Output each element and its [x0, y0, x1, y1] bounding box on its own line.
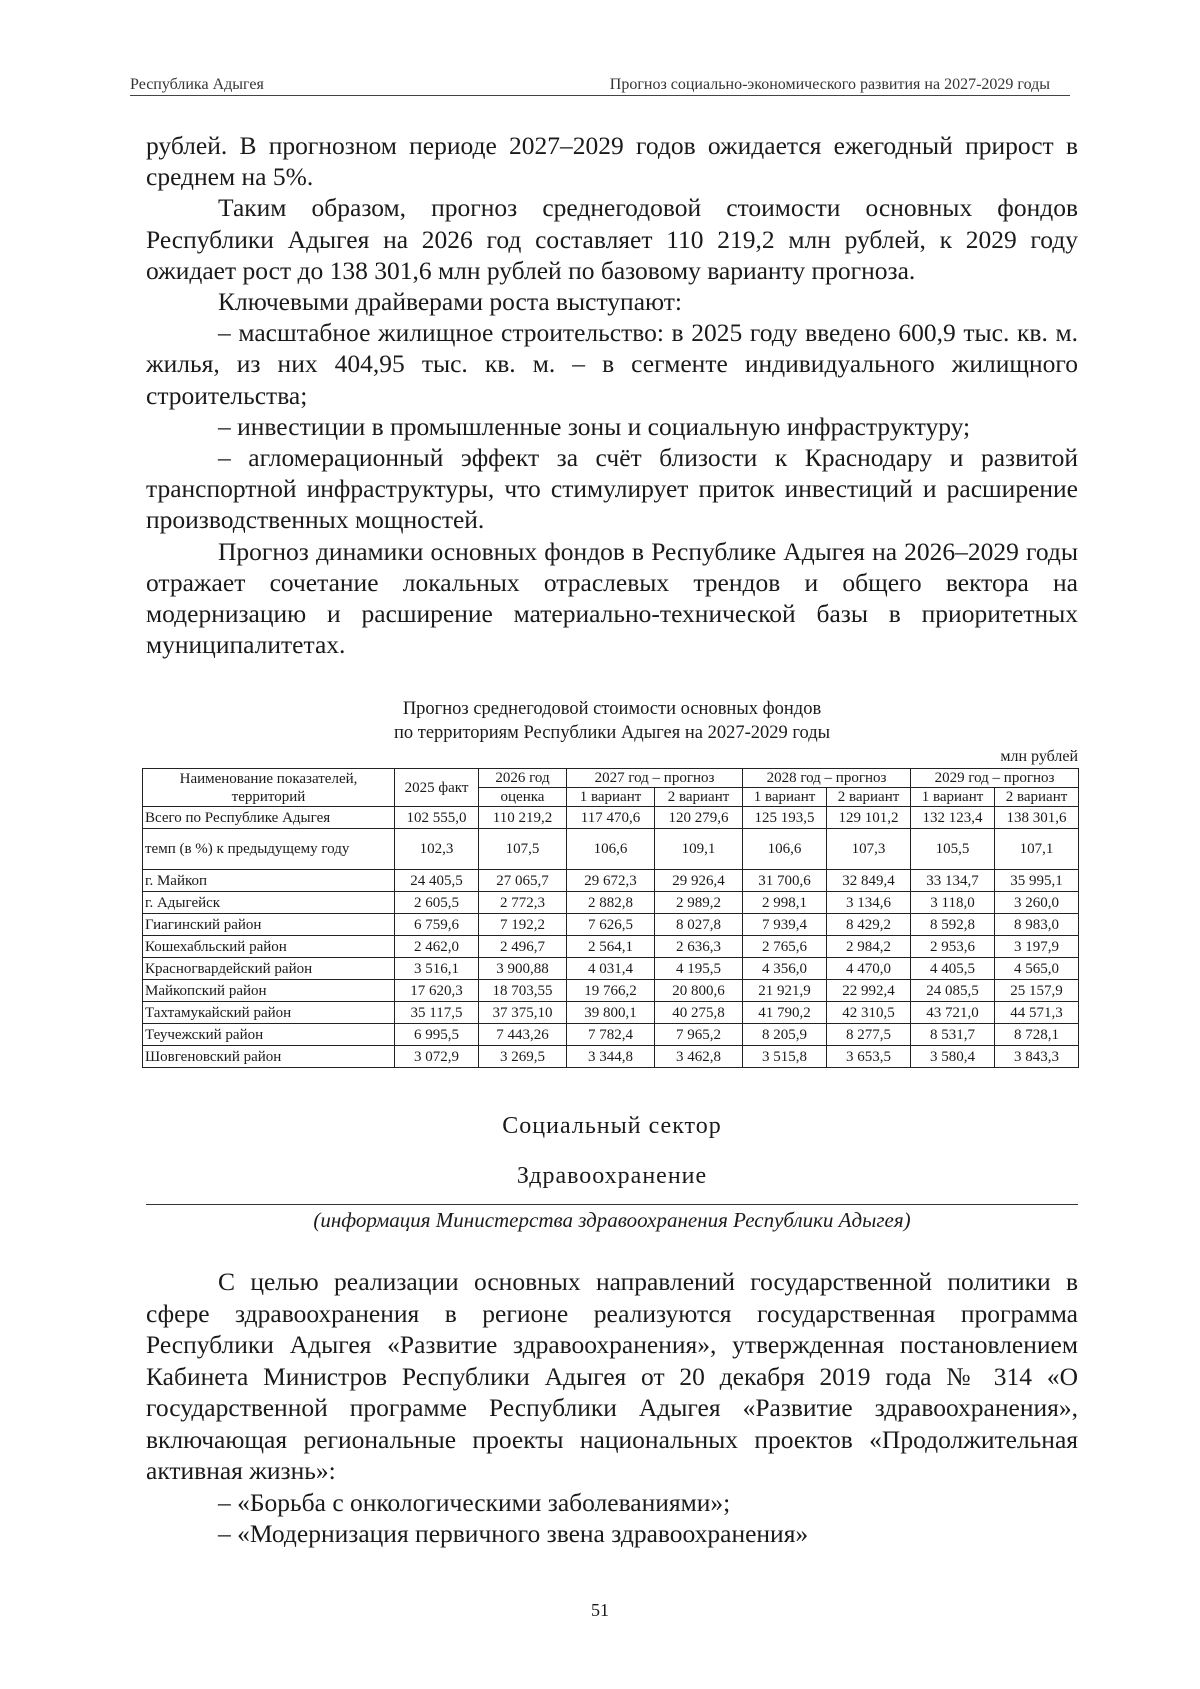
row-value: 132 123,4: [911, 807, 995, 829]
row-value: 3 900,88: [479, 958, 567, 980]
table-caption-line: Прогноз среднегодовой стоимости основных фондов: [402, 699, 822, 719]
head-variant-1: 1 вариант: [911, 788, 995, 807]
row-value: 20 800,6: [655, 980, 743, 1002]
row-value: 4 195,5: [655, 958, 743, 980]
row-value: 29 926,4: [655, 870, 743, 892]
row-value: 8 592,8: [911, 914, 995, 936]
row-name: Теучежский район: [143, 1024, 395, 1046]
row-value: 4 356,0: [743, 958, 827, 980]
row-value: 43 721,0: [911, 1002, 995, 1024]
row-value: 120 279,6: [655, 807, 743, 829]
paragraph: С целью реализации основных направлений государственной политики в сфере здравоохранения в регионе реализуются государственная программа Республики Адыгея «Развитие здравоохранения», утвержденная постановлением Кабинета Министров Республики Адыгея от 20 декабря 2019 года № 314 «О государственной программе Республики Адыгея «Развитие здравоохранения», включающая региональные проекты национальных проектов «Продолжительная активная жизнь»:: [146, 1267, 1078, 1485]
row-value: 3 344,8: [567, 1046, 655, 1068]
row-value: 102,3: [395, 829, 479, 870]
row-value: 2 496,7: [479, 936, 567, 958]
table-caption-line: по территориям Республики Адыгея на 2027-2029 годы: [393, 723, 831, 743]
paragraph: рублей. В прогнозном периоде 2027–2029 годов ожидается ежегодный прирост в среднем на 5%.: [146, 131, 1078, 192]
row-value: 107,1: [995, 829, 1079, 870]
row-value: 8 728,1: [995, 1024, 1079, 1046]
paragraph: – масштабное жилищное строительство: в 2025 году введено 600,9 тыс. кв. м. жилья, из них 404,95 тыс. кв. м. – в сегменте индивидуального жилищного строительства;: [146, 318, 1078, 410]
paragraph: – «Модернизация первичного звена здравоохранения»: [218, 1519, 809, 1548]
row-value: 117 470,6: [567, 807, 655, 829]
table-row: [143, 870, 1079, 892]
row-value: 129 101,2: [827, 807, 911, 829]
row-value: 7 626,5: [567, 914, 655, 936]
table-caption: [146, 697, 1078, 745]
table-row: [143, 807, 1079, 829]
head-2026-b: оценка: [479, 788, 567, 807]
row-value: 31 700,6: [743, 870, 827, 892]
table-row: [143, 892, 1079, 914]
row-value: 17 620,3: [395, 980, 479, 1002]
row-value: 125 193,5: [743, 807, 827, 829]
table-row: [143, 936, 1079, 958]
row-value: 3 260,0: [995, 892, 1079, 914]
row-name: Всего по Республике Адыгея: [143, 807, 395, 829]
row-value: 3 843,3: [995, 1046, 1079, 1068]
row-value: 8 531,7: [911, 1024, 995, 1046]
row-name: г. Майкоп: [143, 870, 395, 892]
head-2027: 2027 год – прогноз: [567, 769, 743, 788]
row-value: 3 118,0: [911, 892, 995, 914]
row-value: 2 882,8: [567, 892, 655, 914]
row-value: 106,6: [567, 829, 655, 870]
head-2026-a: 2026 год: [479, 769, 567, 788]
row-name: Шовгеновский район: [143, 1046, 395, 1068]
row-value: 33 134,7: [911, 870, 995, 892]
row-value: 37 375,10: [479, 1002, 567, 1024]
row-name: Тахтамукайский район: [143, 1002, 395, 1024]
row-value: 106,6: [743, 829, 827, 870]
row-value: 3 197,9: [995, 936, 1079, 958]
row-value: 4 405,5: [911, 958, 995, 980]
row-value: 29 672,3: [567, 870, 655, 892]
row-value: 2 984,2: [827, 936, 911, 958]
row-value: 2 564,1: [567, 936, 655, 958]
row-value: 4 031,4: [567, 958, 655, 980]
row-value: 35 117,5: [395, 1002, 479, 1024]
head-2029: 2029 год – прогноз: [911, 769, 1079, 788]
row-value: 2 765,6: [743, 936, 827, 958]
table-row: [143, 1002, 1079, 1024]
row-value: 3 462,8: [655, 1046, 743, 1068]
row-value: 24 085,5: [911, 980, 995, 1002]
row-value: 32 849,4: [827, 870, 911, 892]
row-value: 3 516,1: [395, 958, 479, 980]
row-value: 4 470,0: [827, 958, 911, 980]
paragraph: – агломерационный эффект за счёт близости к Краснодару и развитой транспортной инфраструктуры, что стимулирует приток инвестиций и расширение производственных мощностей.: [146, 443, 1078, 535]
row-value: 19 766,2: [567, 980, 655, 1002]
row-value: 7 782,4: [567, 1024, 655, 1046]
row-value: 7 443,26: [479, 1024, 567, 1046]
paragraph: – «Борьба с онкологическими заболеваниями»;: [218, 1487, 731, 1517]
row-value: 3 653,5: [827, 1046, 911, 1068]
row-value: 4 565,0: [995, 958, 1079, 980]
row-value: 3 580,4: [911, 1046, 995, 1068]
subsection-title: Здравоохранение: [516, 1163, 708, 1189]
header-region: Республика Адыгея: [130, 76, 264, 93]
table-unit: млн рублей: [1000, 748, 1078, 765]
paragraph: Таким образом, прогноз среднегодовой стоимости основных фондов Республики Адыгея на 2026 год составляет 110 219,2 млн рублей, к 2029 году ожидает рост до 138 301,6 млн рублей по базовому варианту прогноза.: [146, 193, 1078, 285]
row-value: 18 703,55: [479, 980, 567, 1002]
row-value: 41 790,2: [743, 1002, 827, 1024]
head-variant-2: 2 вариант: [655, 788, 743, 807]
section-rule: [146, 1204, 1078, 1205]
head-variant-2: 2 вариант: [827, 788, 911, 807]
row-name: Красногвардейский район: [143, 958, 395, 980]
row-value: 24 405,5: [395, 870, 479, 892]
paragraph: Прогноз динамики основных фондов в Республике Адыгея на 2026–2029 годы отражает сочетание локальных отраслевых трендов и общего вектора на модернизацию и расширение материально-технической базы в приоритетных муниципалитетах.: [146, 536, 1078, 660]
table-row: [143, 980, 1079, 1002]
head-variant-1: 1 вариант: [743, 788, 827, 807]
row-value: 2 998,1: [743, 892, 827, 914]
section-title: Социальный сектор: [502, 1113, 722, 1139]
row-name: Майкопский район: [143, 980, 395, 1002]
body-text-top: [146, 130, 1078, 660]
row-value: 7 965,2: [655, 1024, 743, 1046]
row-value: 8 983,0: [995, 914, 1079, 936]
row-value: 138 301,6: [995, 807, 1079, 829]
row-value: 105,5: [911, 829, 995, 870]
row-value: 2 462,0: [395, 936, 479, 958]
head-2028: 2028 год – прогноз: [743, 769, 911, 788]
row-value: 7 192,2: [479, 914, 567, 936]
row-value: 7 939,4: [743, 914, 827, 936]
row-value: 110 219,2: [479, 807, 567, 829]
row-name: г. Адыгейск: [143, 892, 395, 914]
page-number: 51: [591, 1600, 609, 1620]
row-value: 2 605,5: [395, 892, 479, 914]
row-value: 3 072,9: [395, 1046, 479, 1068]
head-name: Наименование показателей, территорий: [143, 769, 395, 807]
row-value: 40 275,8: [655, 1002, 743, 1024]
row-value: 6 995,5: [395, 1024, 479, 1046]
table-row: [143, 829, 1079, 870]
row-value: 21 921,9: [743, 980, 827, 1002]
paragraph: – инвестиции в промышленные зоны и социальную инфраструктуру;: [218, 411, 971, 441]
row-value: 2 953,6: [911, 936, 995, 958]
body-text-bottom: [146, 1266, 1078, 1550]
header-doc-title: Прогноз социально-экономического развития на 2027-2029 годы: [609, 76, 1050, 93]
row-value: 3 515,8: [743, 1046, 827, 1068]
row-value: 22 992,4: [827, 980, 911, 1002]
head-variant-2: 2 вариант: [995, 788, 1079, 807]
row-name: Гиагинский район: [143, 914, 395, 936]
row-value: 8 277,5: [827, 1024, 911, 1046]
row-value: 2 989,2: [655, 892, 743, 914]
running-header: [130, 76, 1070, 96]
row-value: 3 269,5: [479, 1046, 567, 1068]
row-name: Кошехабльский район: [143, 936, 395, 958]
head-2025: 2025 факт: [395, 769, 479, 807]
row-value: 8 429,2: [827, 914, 911, 936]
source-note: (информация Министерства здравоохранения Республики Адыгея): [313, 1208, 911, 1232]
row-value: 107,5: [479, 829, 567, 870]
row-value: 102 555,0: [395, 807, 479, 829]
table-row: [143, 958, 1079, 980]
row-value: 42 310,5: [827, 1002, 911, 1024]
row-value: 6 759,6: [395, 914, 479, 936]
row-name: темп (в %) к предыдущему году: [143, 829, 395, 870]
row-value: 25 157,9: [995, 980, 1079, 1002]
row-value: 2 636,3: [655, 936, 743, 958]
funds-table: [142, 768, 1079, 1068]
row-value: 109,1: [655, 829, 743, 870]
row-value: 35 995,1: [995, 870, 1079, 892]
row-value: 2 772,3: [479, 892, 567, 914]
paragraph: Ключевыми драйверами роста выступают:: [218, 287, 682, 317]
row-value: 8 205,9: [743, 1024, 827, 1046]
row-value: 8 027,8: [655, 914, 743, 936]
table-row: [143, 914, 1079, 936]
row-value: 107,3: [827, 829, 911, 870]
table-row: [143, 1024, 1079, 1046]
head-variant-1: 1 вариант: [567, 788, 655, 807]
row-value: 39 800,1: [567, 1002, 655, 1024]
row-value: 44 571,3: [995, 1002, 1079, 1024]
row-value: 3 134,6: [827, 892, 911, 914]
table-row: [143, 1046, 1079, 1068]
row-value: 27 065,7: [479, 870, 567, 892]
